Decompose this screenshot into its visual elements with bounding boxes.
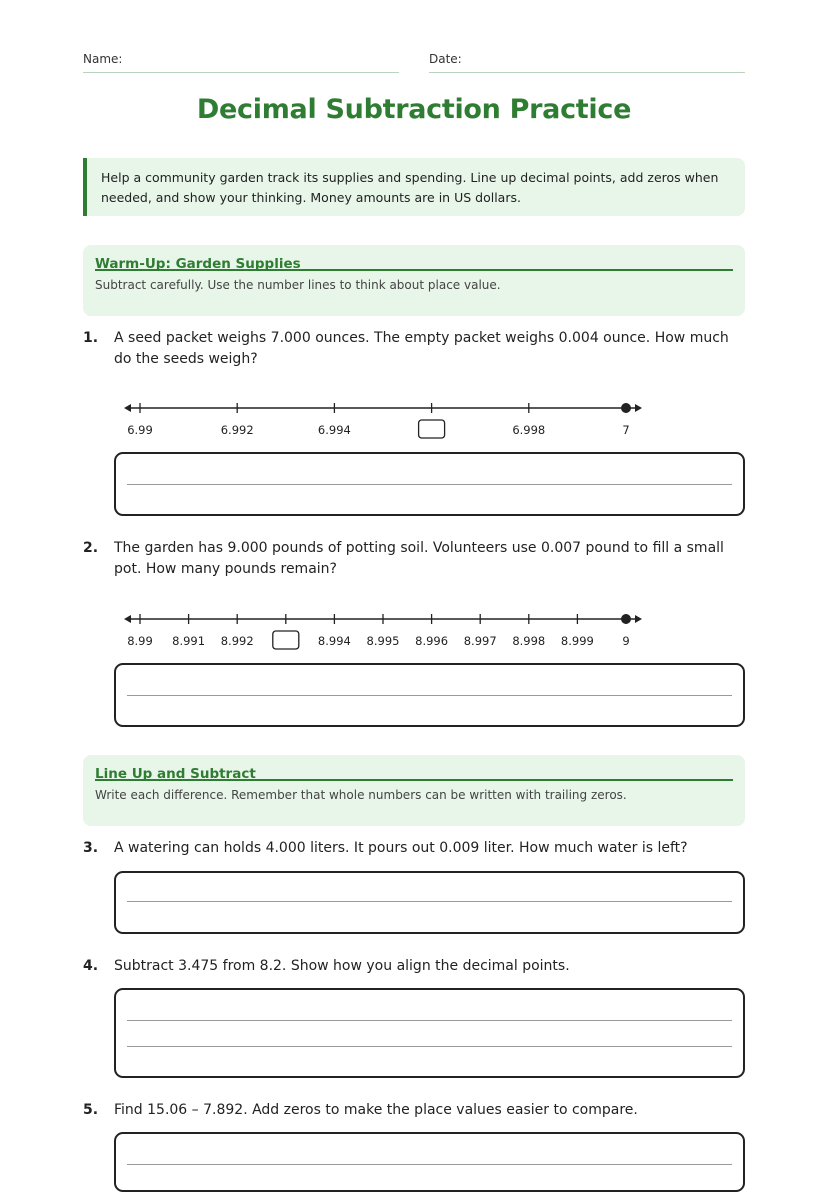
answer-box-5[interactable] xyxy=(114,1132,745,1192)
section-line-up xyxy=(83,755,745,826)
endpoint-dot xyxy=(621,614,631,624)
answer-line xyxy=(127,1020,732,1021)
section-subtitle: Subtract carefully. Use the number lines to think about place value. xyxy=(95,278,501,292)
tick-label: 8.994 xyxy=(317,634,351,648)
right-arrow-icon xyxy=(635,615,642,623)
tick-label: 8.996 xyxy=(415,634,449,648)
answer-line xyxy=(127,901,732,902)
tick-label: 8.992 xyxy=(220,634,254,648)
tick-label: 7 xyxy=(622,423,630,437)
tick-label: 6.99 xyxy=(127,423,153,437)
number-line-1-graphic xyxy=(83,398,745,448)
intro-callout: Help a community garden track its supplies and spending. Line up decimal points, add zeros when needed, and show your thinking. Money amounts are in US dollars. xyxy=(83,158,745,216)
section-title: Line Up and Subtract xyxy=(95,755,733,781)
question-2 xyxy=(83,538,745,583)
question-number: 4. xyxy=(83,958,99,974)
question-1 xyxy=(83,328,745,373)
question-text: A watering can holds 4.000 liters. It pours out 0.009 liter. How much water is left? xyxy=(114,840,688,856)
tick-label: 6.998 xyxy=(512,423,546,437)
answer-box-2[interactable] xyxy=(114,663,745,727)
answer-box-1[interactable] xyxy=(114,452,745,516)
name-label: Name: xyxy=(83,52,123,66)
tick-label: 8.99 xyxy=(127,634,153,648)
question-text: Find 15.06 – 7.892. Add zeros to make the place values easier to compare. xyxy=(114,1102,638,1118)
answer-box-3[interactable] xyxy=(114,871,745,934)
blank-answer-box xyxy=(419,420,445,438)
question-5 xyxy=(83,1100,745,1122)
tick-label: 8.997 xyxy=(463,634,497,648)
name-field[interactable] xyxy=(83,52,399,73)
question-4 xyxy=(83,956,745,978)
answer-box-4[interactable] xyxy=(114,988,745,1078)
question-number: 3. xyxy=(83,840,99,856)
page-title: Decimal Subtraction Practice xyxy=(196,94,632,125)
left-arrow-icon xyxy=(124,404,131,412)
question-number: 2. xyxy=(83,540,99,556)
answer-line xyxy=(127,484,732,485)
question-text: The garden has 9.000 pounds of potting soil. Volunteers use 0.007 pound to fill a small pot. How many pounds remain? xyxy=(114,540,724,577)
date-field[interactable] xyxy=(429,52,745,73)
right-arrow-icon xyxy=(635,404,642,412)
number-line-2 xyxy=(83,609,745,659)
section-warm-up xyxy=(83,245,745,316)
tick-label: 9 xyxy=(622,634,630,648)
tick-label: 8.998 xyxy=(512,634,546,648)
name-date-row xyxy=(83,52,745,74)
tick-label: 6.992 xyxy=(220,423,254,437)
question-number: 1. xyxy=(83,330,99,346)
left-arrow-icon xyxy=(124,615,131,623)
date-label: Date: xyxy=(429,52,462,66)
answer-line xyxy=(127,1046,732,1047)
number-line-1 xyxy=(83,398,745,448)
tick-label: 8.995 xyxy=(366,634,400,648)
blank-answer-box xyxy=(273,631,299,649)
number-line-2-graphic xyxy=(83,609,745,659)
tick-label: 8.991 xyxy=(172,634,206,648)
tick-label: 6.994 xyxy=(317,423,351,437)
question-text: Subtract 3.475 from 8.2. Show how you align the decimal points. xyxy=(114,958,570,974)
question-text: A seed packet weighs 7.000 ounces. The empty packet weighs 0.004 ounce. How much do the seeds weigh? xyxy=(114,330,729,367)
tick-label: 8.999 xyxy=(560,634,594,648)
question-number: 5. xyxy=(83,1102,99,1118)
question-3 xyxy=(83,838,745,860)
answer-line xyxy=(127,695,732,696)
answer-line xyxy=(127,1164,732,1165)
section-subtitle: Write each difference. Remember that whole numbers can be written with trailing zeros. xyxy=(95,788,627,802)
endpoint-dot xyxy=(621,403,631,413)
section-title: Warm-Up: Garden Supplies xyxy=(95,245,733,271)
